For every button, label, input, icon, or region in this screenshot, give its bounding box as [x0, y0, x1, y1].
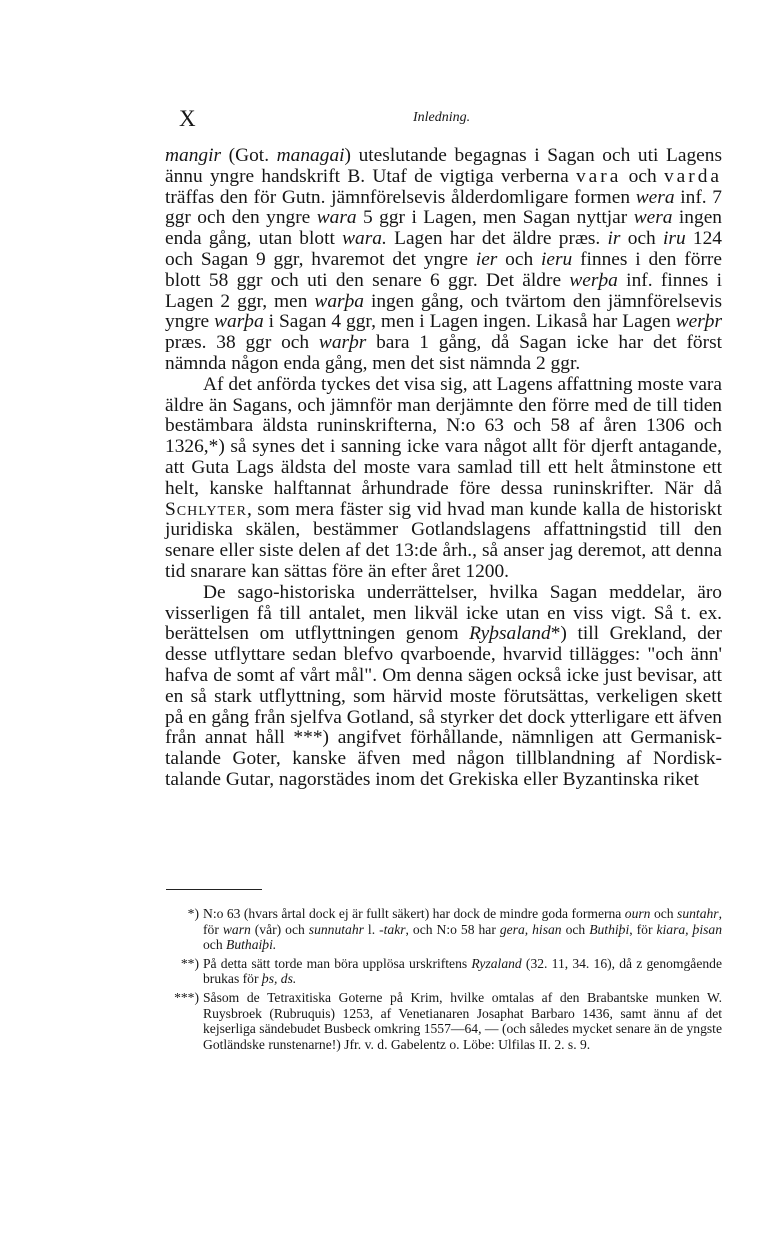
text-run: , för [629, 921, 657, 937]
footnote-marker: **) [180, 955, 199, 971]
text-run: wara. [342, 228, 387, 250]
text-run: och [620, 228, 664, 250]
text-run: (Got. [221, 145, 277, 166]
text-run: sunnutahr [308, 921, 364, 937]
text-run: warþa [314, 290, 364, 312]
text-run: och [497, 248, 541, 270]
text-run: præs. 38 ggr och [165, 332, 319, 354]
text-run: Schlyter [165, 498, 247, 520]
text-run: warþr [318, 332, 367, 354]
text-run: ier [475, 248, 498, 270]
footnote [165, 956, 722, 987]
text-run: inf. 7 ggr och den yngre [165, 186, 723, 229]
text-run: (vår) och [250, 921, 309, 937]
paragraph [165, 583, 722, 791]
text-run: iru [663, 228, 686, 250]
text-run: finnes i den förre blott 58 ggr och uti den senare 6 ggr. Det äldre [165, 248, 722, 291]
text-run: ourn [624, 906, 651, 921]
text-run: wera [633, 207, 673, 229]
text-run: gera, hisan [499, 921, 562, 937]
text-run: -takr [379, 921, 406, 937]
text-run: , och N:o 58 har [405, 921, 500, 937]
text-run: , som mera fäster sig vid hvad man kunde kalla de historiskt juridiska skälen, bestämmer Gotlandslagens affattningstid till den senare eller siste delen af det 13:de årh., så anser jag deremot, att denna tid snarare kan sättas före än efter året 1200. [165, 498, 722, 582]
text-run: Buthiþi [589, 921, 630, 937]
text-run: ingen enda gång, utan blott [165, 207, 722, 250]
text-run: ir [607, 228, 621, 250]
text-run: 124 och Sagan 9 ggr, hvaremot det yngre [165, 228, 723, 270]
text-run: , för [203, 906, 722, 937]
text-run: þs, ds. [261, 971, 297, 987]
footnote-text [203, 906, 722, 952]
footnote [165, 990, 722, 1052]
text-run: suntahr [677, 906, 719, 921]
text-run: ingen gång, och tvärtom den jämnförelsevis yngre [165, 290, 722, 333]
text-run: kiara, þisan [656, 921, 723, 937]
text-run: På detta sätt torde man böra upplösa urskriftens [203, 955, 472, 971]
main-text [165, 146, 722, 791]
text-run: N:o 63 (hvars årtal dock ej är fullt säkert) har dock de mindre goda formerna [203, 906, 625, 921]
paragraph [165, 375, 722, 583]
text-run: (32. 11, 34. 16), då z genomgående brukas för [203, 955, 722, 987]
text-run: Ryþsaland [469, 623, 551, 645]
footnote-text [203, 990, 722, 1052]
text-run: werþa [569, 269, 618, 291]
text-run: ieru [541, 248, 573, 270]
text-run: Såsom de Tetraxitiska Goterne på Krim, hvilke omtalas af den Brabantske munken W. Ruysbroek (Rubruquis) 1253, af Venetianaren Josaphat Barbaro 1436, samt ännu af det kejserliga sändebudet Busbeck omkring 1557—64, — (och således mycket senare än de yngste Gotländske runstenarne!) Jfr. v. d. Gabelentz o. Löbe: Ulfilas II. 2. s. 9. [203, 989, 722, 1052]
text-run: Buthaiþi. [226, 937, 277, 953]
paragraph [165, 146, 722, 375]
text-run: De sago-historiska underrättelser, hvilka Sagan meddelar, äro visserligen få till antalet, men likväl icke utan en viss vigt. Så t. ex. berättelsen om utflyttningen genom [165, 581, 722, 645]
text-run: bara 1 gång, då Sagan icke har det först nämnda någon enda gång, men det sist nämnda 2 ggr. [165, 332, 722, 374]
text-run: och [621, 165, 664, 187]
text-run: *) till Grekland, der desse utflyttare sedan blefvo qvarboende, hvarvid tillägges: "och änn' hafva de somt af vårt mål". Om denna sägen också icke just bevisar, att en så stark utflyttning, som härvid moste förutsättas, verkeligen skett på en gång från sjelfva Gotland, så styrker det dock ytterligare ett äfven från annat håll ***) angifvet förhållande, nämnligen att Germanisk-talande Goter, kanske äfven med någon tillblandning af Nordisk-talande Gutar, nagorstädes inom det Grekiska eller Byzantinska riket [165, 623, 722, 790]
text-run: och [203, 937, 227, 953]
text-run: varda [663, 165, 722, 187]
text-run: i Sagan 4 ggr, men i Lagen ingen. Likaså har Lagen [263, 311, 676, 333]
text-run: werþr [675, 311, 723, 333]
text-run: wera [635, 186, 675, 208]
footnote-divider [166, 889, 262, 890]
text-run: Ryzaland [471, 955, 522, 971]
page-header [165, 106, 700, 134]
text-run: och [561, 921, 590, 937]
text-run: managai [276, 145, 345, 166]
text-run: inf. finnes i Lagen 2 ggr, men [165, 269, 722, 312]
page-number: X [179, 106, 197, 131]
text-run: l. [363, 921, 380, 937]
text-run: wara [316, 207, 357, 229]
running-title: Inledning. [413, 110, 471, 125]
text-run: Lagen har det äldre præs. [386, 228, 608, 250]
text-run: Af det anförda tyckes det visa sig, att Lagens affattning moste vara äldre än Sagans, och jämnför man derjämnte den förre med de till tiden bestämbara äldsta runinskrifterna, N:o 63 och 58 af åren 1306 och 1326,*) så synes det i sanning icke vara något allt för djerft antagande, att Guta Lags äldsta del moste vara samlad till ett helt åtminstone ett helt, kanske halftannat århundrade före dessa runinskrifter. När då [165, 373, 722, 499]
text-run: 5 ggr i Lagen, men Sagan nyttjar [356, 207, 634, 229]
footnote-marker: ***) [174, 989, 199, 1005]
text-run: vara [575, 165, 622, 187]
text-run: ) uteslutande begagnas i Sagan och uti Lagens ännu yngre handskrift B. Utaf de vigtiga verberna [165, 145, 722, 187]
footnote-marker: *) [187, 906, 199, 921]
text-run: warþa [214, 311, 264, 333]
text-run: mangir [165, 145, 222, 166]
footnote-text [203, 956, 722, 987]
footnote [165, 906, 722, 953]
text-run: warn [222, 921, 251, 937]
text-run: träffas den för Gutn. jämnförelsevis ålderdomligare formen [165, 186, 636, 208]
footnotes [165, 906, 722, 1055]
text-run: och [650, 906, 678, 921]
